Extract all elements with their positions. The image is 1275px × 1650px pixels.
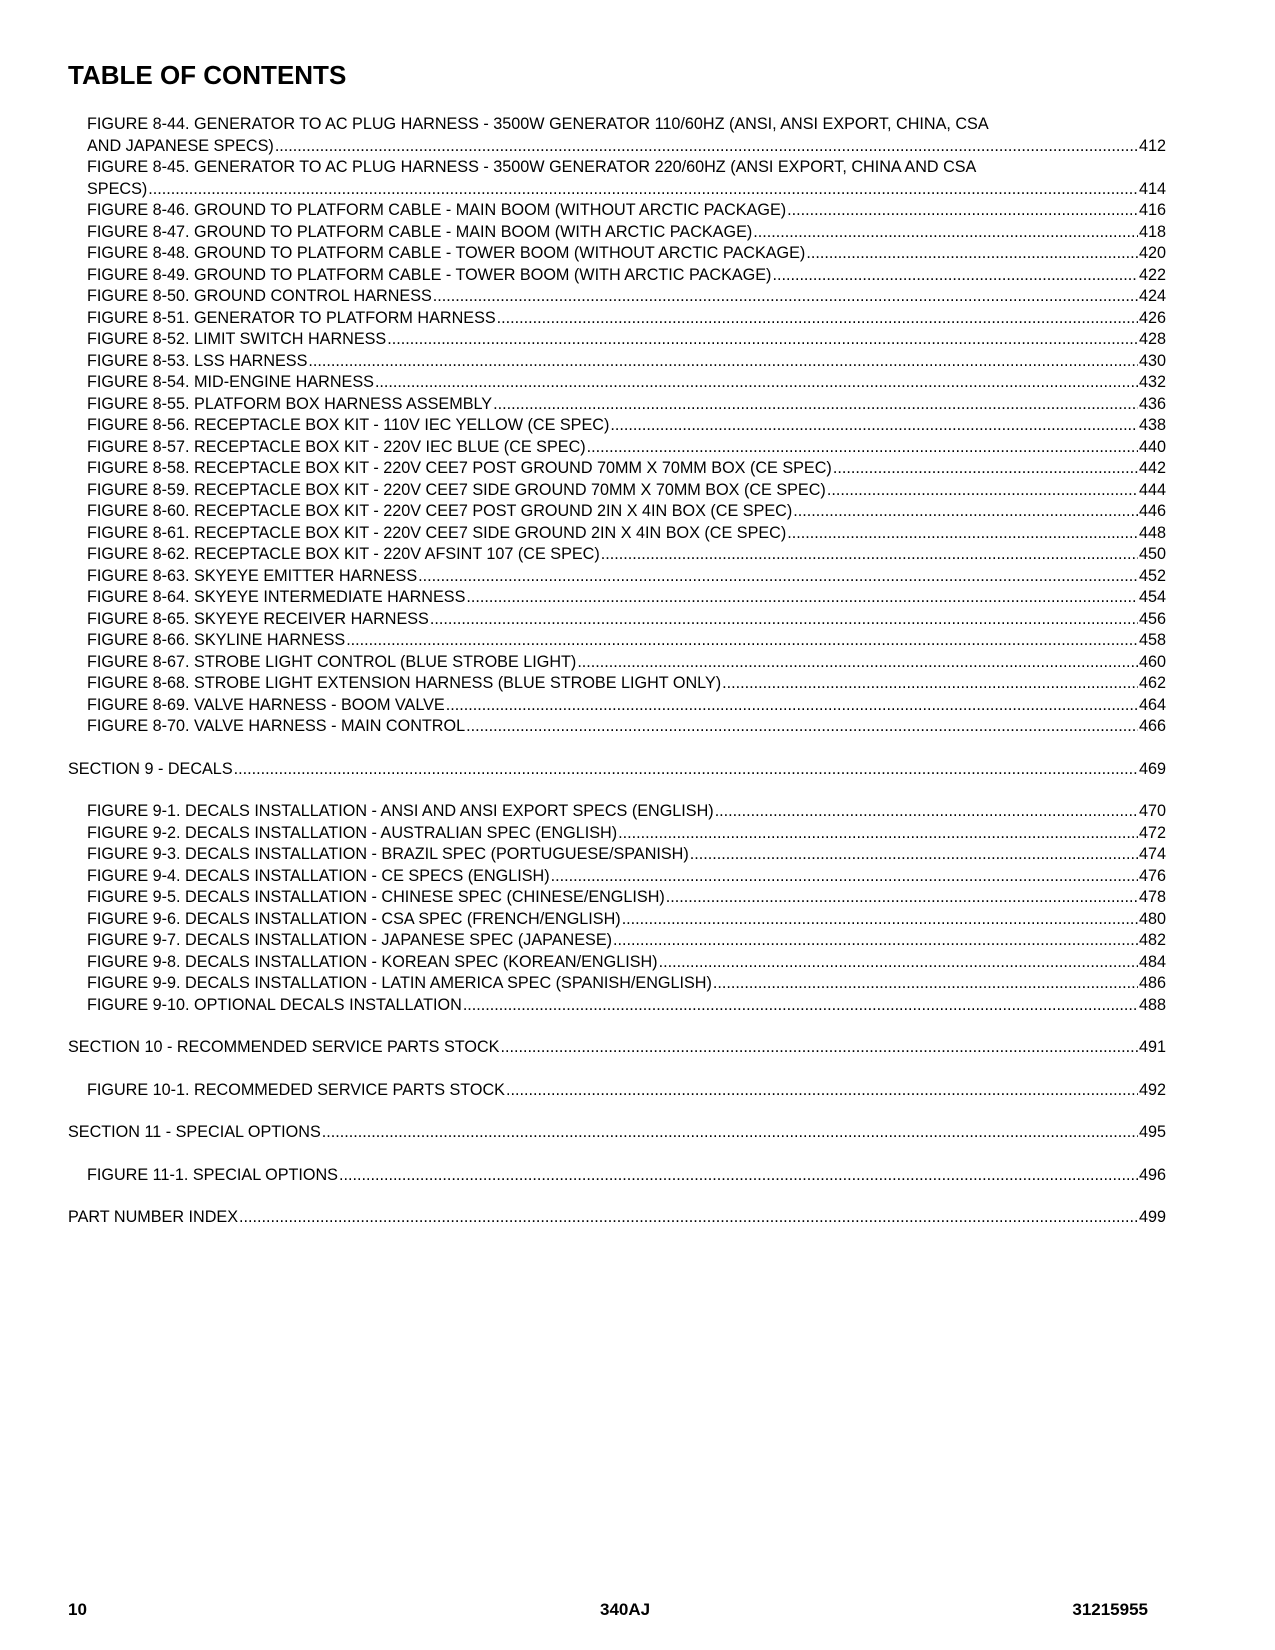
toc-entry-page: 486 xyxy=(1138,974,1166,992)
dot-leader xyxy=(433,286,1138,308)
toc-entry-label: FIGURE 8-45. GENERATOR TO AC PLUG HARNESS - 3500W GENERATOR 220/60HZ (ANSI EXPORT, CHINA AND CSA xyxy=(87,158,977,176)
toc-entry[interactable] xyxy=(68,995,1166,1017)
toc-entry-page: 446 xyxy=(1138,502,1166,520)
toc-entry[interactable] xyxy=(68,286,1166,308)
dot-leader xyxy=(239,1207,1138,1229)
toc-entry-page: 452 xyxy=(1138,566,1166,585)
dot-leader xyxy=(308,351,1138,373)
footer-page-number: 10 xyxy=(68,1600,87,1619)
toc-entry-label: FIGURE 10-1. RECOMMEDED SERVICE PARTS STOCK xyxy=(87,1080,505,1099)
toc-entry-label: FIGURE 9-7. DECALS INSTALLATION - JAPANESE SPEC (JAPANESE) xyxy=(87,931,613,949)
toc-entry-label: FIGURE 8-44. GENERATOR TO AC PLUG HARNESS - 3500W GENERATOR 110/60HZ (ANSI, ANSI EXPORT, CHINA, CSA xyxy=(87,115,989,133)
dot-leader xyxy=(618,823,1138,845)
toc-entry-page: 480 xyxy=(1138,909,1166,928)
page-title: TABLE OF CONTENTS xyxy=(68,60,347,90)
toc-entry-label: FIGURE 8-67. STROBE LIGHT CONTROL (BLUE STROBE LIGHT) xyxy=(87,652,577,671)
toc-entry-page: 474 xyxy=(1138,845,1166,863)
toc-entry-page: 476 xyxy=(1138,866,1166,885)
toc-entry-page: 462 xyxy=(1138,674,1166,692)
toc-entry-label: FIGURE 9-2. DECALS INSTALLATION - AUSTRALIAN SPEC (ENGLISH) xyxy=(87,823,618,842)
toc-section-label: PART NUMBER INDEX xyxy=(68,1208,238,1226)
toc-entry-page: 414 xyxy=(1138,179,1166,198)
dot-leader xyxy=(430,609,1138,631)
toc-entry[interactable] xyxy=(68,458,1166,480)
toc-entry[interactable] xyxy=(68,973,1166,995)
toc-entry-label: FIGURE 8-52. LIMIT SWITCH HARNESS xyxy=(87,330,387,348)
toc-entry-page: 422 xyxy=(1138,265,1166,284)
toc-entry-page: 442 xyxy=(1138,459,1166,477)
toc-entry-label: FIGURE 8-68. STROBE LIGHT EXTENSION HARNESS (BLUE STROBE LIGHT ONLY) xyxy=(87,674,722,692)
toc-entry-label: FIGURE 8-53. LSS HARNESS xyxy=(87,351,308,370)
toc-entry[interactable] xyxy=(68,265,1166,287)
toc-entry-label: FIGURE 9-5. DECALS INSTALLATION - CHINESE SPEC (CHINESE/ENGLISH) xyxy=(87,888,665,906)
toc-entry-page: 438 xyxy=(1138,416,1166,434)
toc-entry-page: 472 xyxy=(1138,823,1166,842)
dot-leader xyxy=(551,866,1138,888)
toc-entry[interactable] xyxy=(68,866,1166,888)
toc-entry-label: FIGURE 8-51. GENERATOR TO PLATFORM HARNESS xyxy=(87,308,496,327)
toc-entry-page: 450 xyxy=(1138,545,1166,563)
toc-entry-label: FIGURE 9-4. DECALS INSTALLATION - CE SPECS (ENGLISH) xyxy=(87,866,550,885)
toc-entry-page: 482 xyxy=(1138,931,1166,949)
dot-leader xyxy=(827,480,1138,502)
toc-entry-page: 432 xyxy=(1138,373,1166,391)
dot-leader xyxy=(601,544,1138,566)
toc-entry-page: 430 xyxy=(1138,351,1166,370)
toc-entry-wrapped[interactable] xyxy=(68,157,1166,200)
dot-leader xyxy=(613,930,1138,952)
dot-leader xyxy=(497,308,1138,330)
toc-entry-page: 420 xyxy=(1138,244,1166,262)
toc-entry-label: FIGURE 8-66. SKYLINE HARNESS xyxy=(87,631,346,649)
toc-section-label: SECTION 9 - DECALS xyxy=(68,759,233,778)
dot-leader xyxy=(715,801,1138,823)
toc-entry[interactable] xyxy=(68,415,1166,437)
dot-leader xyxy=(148,179,1138,201)
toc-section-page: 499 xyxy=(1138,1208,1166,1226)
toc-entry[interactable] xyxy=(68,523,1166,545)
dot-leader xyxy=(500,1037,1138,1059)
toc-entry-label: FIGURE 8-63. SKYEYE EMITTER HARNESS xyxy=(87,566,418,585)
toc-entry[interactable] xyxy=(68,480,1166,502)
toc-entry[interactable] xyxy=(68,501,1166,523)
toc-entry-label: FIGURE 8-58. RECEPTACLE BOX KIT - 220V CEE7 POST GROUND 70MM X 70MM BOX (CE SPEC) xyxy=(87,459,832,477)
toc-entry-page: 496 xyxy=(1138,1165,1166,1184)
toc-entry-page: 458 xyxy=(1138,631,1166,649)
dot-leader xyxy=(753,222,1138,244)
figure-list-section-8 xyxy=(68,200,1166,738)
dot-leader xyxy=(666,887,1138,909)
toc-entry-label: FIGURE 9-6. DECALS INSTALLATION - CSA SPEC (FRENCH/ENGLISH) xyxy=(87,909,621,928)
toc-entry-label: FIGURE 8-60. RECEPTACLE BOX KIT - 220V CEE7 POST GROUND 2IN X 4IN BOX (CE SPEC) xyxy=(87,502,793,520)
dot-leader xyxy=(622,909,1138,931)
toc-entry[interactable] xyxy=(68,329,1166,351)
dot-leader xyxy=(387,329,1138,351)
dot-leader xyxy=(506,1080,1138,1102)
toc-entry[interactable] xyxy=(68,437,1166,459)
figure-list-section-10 xyxy=(68,1080,1166,1102)
toc-entry[interactable] xyxy=(68,200,1166,222)
toc-entry[interactable] xyxy=(68,609,1166,631)
dot-leader xyxy=(463,995,1138,1017)
toc-entry[interactable] xyxy=(68,716,1166,738)
dot-leader xyxy=(610,415,1138,437)
dot-leader xyxy=(466,587,1138,609)
dot-leader xyxy=(346,630,1138,652)
toc-entry-page: 488 xyxy=(1138,995,1166,1014)
dot-leader xyxy=(793,501,1138,523)
toc-entry-wrapped[interactable] xyxy=(68,114,1166,157)
toc-section-10[interactable] xyxy=(68,1037,1166,1059)
toc-entry-label: FIGURE 9-3. DECALS INSTALLATION - BRAZIL SPEC (PORTUGUESE/SPANISH) xyxy=(87,845,689,863)
dot-leader xyxy=(322,1122,1138,1144)
footer-doc-number: 31215955 xyxy=(1072,1600,1148,1619)
toc-entry-page: 478 xyxy=(1138,888,1166,906)
toc-entry-label: FIGURE 11-1. SPECIAL OPTIONS xyxy=(87,1165,338,1184)
toc-entry-page: 464 xyxy=(1138,695,1166,714)
dot-leader xyxy=(787,200,1138,222)
toc-entry[interactable] xyxy=(68,952,1166,974)
dot-leader xyxy=(577,652,1138,674)
toc-entry[interactable] xyxy=(68,652,1166,674)
toc-entry-label: FIGURE 8-48. GROUND TO PLATFORM CABLE - TOWER BOOM (WITHOUT ARCTIC PACKAGE) xyxy=(87,244,806,262)
toc-entry[interactable] xyxy=(68,887,1166,909)
toc-list xyxy=(68,114,1166,1229)
toc-entry-label: AND JAPANESE SPECS) xyxy=(87,136,274,155)
dot-leader xyxy=(275,136,1138,158)
dot-leader xyxy=(690,844,1138,866)
dot-leader xyxy=(806,243,1138,265)
toc-section-label: SECTION 11 - SPECIAL OPTIONS xyxy=(68,1123,321,1141)
toc-entry-label: FIGURE 8-57. RECEPTACLE BOX KIT - 220V IEC BLUE (CE SPEC) xyxy=(87,437,586,456)
toc-part-number-index[interactable] xyxy=(68,1207,1166,1229)
toc-entry[interactable] xyxy=(68,372,1166,394)
dot-leader xyxy=(375,372,1138,394)
toc-entry[interactable] xyxy=(68,587,1166,609)
toc-section-page: 491 xyxy=(1138,1038,1166,1056)
dot-leader xyxy=(587,437,1138,459)
toc-entry[interactable] xyxy=(68,844,1166,866)
toc-entry-label: FIGURE 9-1. DECALS INSTALLATION - ANSI AND ANSI EXPORT SPECS (ENGLISH) xyxy=(87,802,714,820)
toc-entry-page: 416 xyxy=(1138,201,1166,219)
toc-entry-label: FIGURE 9-10. OPTIONAL DECALS INSTALLATION xyxy=(87,995,462,1014)
toc-entry[interactable] xyxy=(68,630,1166,652)
dot-leader xyxy=(466,716,1138,738)
toc-section-page: 495 xyxy=(1138,1123,1166,1141)
toc-entry-label: FIGURE 8-61. RECEPTACLE BOX KIT - 220V CEE7 SIDE GROUND 2IN X 4IN BOX (CE SPEC) xyxy=(87,523,787,542)
toc-entry-page: 484 xyxy=(1138,952,1166,971)
dot-leader xyxy=(787,523,1138,545)
toc-section-page: 469 xyxy=(1138,759,1166,778)
dot-leader xyxy=(722,673,1138,695)
toc-entry[interactable] xyxy=(68,673,1166,695)
toc-entry-label: FIGURE 8-56. RECEPTACLE BOX KIT - 110V IEC YELLOW (CE SPEC) xyxy=(87,416,610,434)
dot-leader xyxy=(418,566,1138,588)
toc-entry[interactable] xyxy=(68,823,1166,845)
toc-entry-page: 428 xyxy=(1138,330,1166,348)
toc-entry-label: SPECS) xyxy=(87,179,148,198)
toc-entry-label: FIGURE 8-70. VALVE HARNESS - MAIN CONTROL xyxy=(87,717,466,735)
toc-entry-page: 436 xyxy=(1138,394,1166,413)
toc-entry-label: FIGURE 8-50. GROUND CONTROL HARNESS xyxy=(87,287,432,305)
toc-entry-label: FIGURE 8-69. VALVE HARNESS - BOOM VALVE xyxy=(87,695,445,714)
toc-entry[interactable] xyxy=(68,566,1166,588)
toc-entry-page: 460 xyxy=(1138,652,1166,671)
toc-entry-page: 440 xyxy=(1138,437,1166,456)
toc-entry[interactable] xyxy=(68,351,1166,373)
toc-entry[interactable] xyxy=(68,544,1166,566)
figure-list-section-11 xyxy=(68,1165,1166,1187)
toc-entry-label: FIGURE 8-59. RECEPTACLE BOX KIT - 220V CEE7 SIDE GROUND 70MM X 70MM BOX (CE SPEC) xyxy=(87,480,826,499)
dot-leader xyxy=(234,759,1138,781)
toc-entry[interactable] xyxy=(68,308,1166,330)
toc-entry[interactable] xyxy=(68,930,1166,952)
toc-entry-label: FIGURE 8-54. MID-ENGINE HARNESS xyxy=(87,373,374,391)
dot-leader xyxy=(833,458,1138,480)
toc-entry-page: 448 xyxy=(1138,523,1166,542)
toc-entry-label: FIGURE 8-65. SKYEYE RECEIVER HARNESS xyxy=(87,609,429,628)
dot-leader xyxy=(659,952,1138,974)
dot-leader xyxy=(493,394,1138,416)
toc-entry-label: FIGURE 9-8. DECALS INSTALLATION - KOREAN SPEC (KOREAN/ENGLISH) xyxy=(87,952,658,971)
toc-entry-label: FIGURE 8-64. SKYEYE INTERMEDIATE HARNESS xyxy=(87,588,466,606)
toc-entry-label: FIGURE 8-47. GROUND TO PLATFORM CABLE - MAIN BOOM (WITH ARCTIC PACKAGE) xyxy=(87,222,753,241)
dot-leader xyxy=(713,973,1138,995)
dot-leader xyxy=(339,1165,1138,1187)
toc-entry-page: 456 xyxy=(1138,609,1166,628)
dot-leader xyxy=(772,265,1138,287)
toc-section-label: SECTION 10 - RECOMMENDED SERVICE PARTS STOCK xyxy=(68,1038,500,1056)
toc-entry-page: 466 xyxy=(1138,717,1166,735)
toc-entry-label: FIGURE 8-55. PLATFORM BOX HARNESS ASSEMBLY xyxy=(87,394,493,413)
toc-entry-page: 492 xyxy=(1138,1080,1166,1099)
toc-entry[interactable] xyxy=(68,695,1166,717)
toc-entry[interactable] xyxy=(68,801,1166,823)
toc-entry[interactable] xyxy=(68,243,1166,265)
toc-entry-label: FIGURE 9-9. DECALS INSTALLATION - LATIN AMERICA SPEC (SPANISH/ENGLISH) xyxy=(87,974,712,992)
toc-entry-label: FIGURE 8-62. RECEPTACLE BOX KIT - 220V AFSINT 107 (CE SPEC) xyxy=(87,545,600,563)
dot-leader xyxy=(446,695,1138,717)
toc-entry-page: 424 xyxy=(1138,287,1166,305)
footer-model: 340AJ xyxy=(600,1600,651,1619)
toc-entry-page: 454 xyxy=(1138,588,1166,606)
toc-entry-label: FIGURE 8-46. GROUND TO PLATFORM CABLE - MAIN BOOM (WITHOUT ARCTIC PACKAGE) xyxy=(87,201,787,219)
toc-entry[interactable] xyxy=(68,909,1166,931)
toc-entry[interactable] xyxy=(68,1080,1166,1102)
toc-entry[interactable] xyxy=(68,222,1166,244)
toc-entry-page: 412 xyxy=(1138,136,1166,155)
toc-entry[interactable] xyxy=(68,1165,1166,1187)
toc-section-11[interactable] xyxy=(68,1122,1166,1144)
toc-entry-page: 418 xyxy=(1138,222,1166,241)
toc-entry-page: 444 xyxy=(1138,480,1166,499)
toc-section-9[interactable] xyxy=(68,759,1166,781)
toc-entry-page: 470 xyxy=(1138,802,1166,820)
toc-entry[interactable] xyxy=(68,394,1166,416)
figure-list-section-9 xyxy=(68,801,1166,1016)
toc-entry-page: 426 xyxy=(1138,308,1166,327)
toc-entry-label: FIGURE 8-49. GROUND TO PLATFORM CABLE - TOWER BOOM (WITH ARCTIC PACKAGE) xyxy=(87,265,772,284)
